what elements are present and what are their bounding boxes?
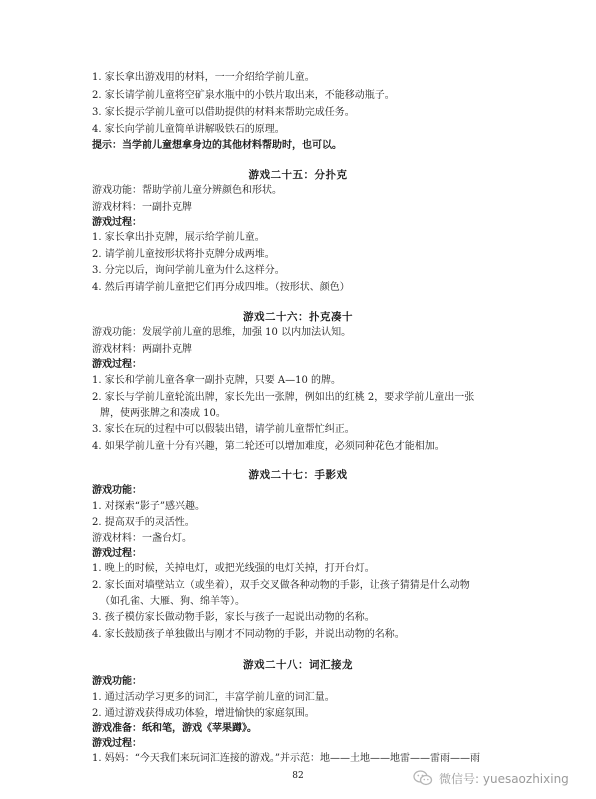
paragraph: 2. 家长面对墙壁站立（或坐着），双手交叉做各种动物的手影，让孩子猜猜是什么动物 — [92, 580, 470, 591]
tip-paragraph: 提示：当学前儿童想拿身边的其他材料帮助时，也可以。 — [92, 140, 342, 151]
page-number: 82 — [292, 771, 304, 781]
paragraph: 游戏过程： — [92, 217, 142, 228]
paragraph: 2. 通过游戏获得成功体验，增进愉快的家庭氛围。 — [92, 708, 315, 719]
paragraph: 游戏过程： — [92, 359, 142, 370]
section-title: 游戏二十六：扑克凑十 — [243, 311, 353, 323]
paragraph: 1. 晚上的时候，关掉电灯，或把光线强的电灯关掉，打开台灯。 — [92, 563, 375, 574]
paragraph: 3. 孩子模仿家长做动物手影，家长与孩子一起说出动物的名称。 — [92, 612, 375, 623]
paragraph: 4. 如果学前儿童十分有兴趣，第二轮还可以增加难度，必须同种花色才能相加。 — [92, 441, 445, 452]
paragraph: 游戏功能： — [92, 485, 142, 496]
paragraph: 游戏准备：纸和笔，游戏《苹果蹲》。 — [92, 723, 257, 734]
section-title: 游戏二十八：词汇接龙 — [243, 659, 353, 671]
watermark-text: 微信号: yuesaozhixing — [439, 771, 569, 786]
paragraph: 3. 家长在玩的过程中可以假装出错，请学前儿童帮忙纠正。 — [92, 424, 355, 435]
paragraph: 4. 然后再请学前儿童把它们再分成四堆。（按形状、颜色） — [92, 282, 350, 293]
paragraph: 2. 请学前儿童按形状将扑克牌分成两堆。 — [92, 249, 275, 260]
paragraph: 1. 通过活动学习更多的词汇，丰富学前儿童的词汇量。 — [92, 692, 335, 703]
paragraph: 游戏功能：发展学前儿童的思维，加强 10 以内加法认知。 — [92, 327, 352, 338]
paragraph: 1. 家长和学前儿童各拿一副扑克牌，只要 A—10 的牌。 — [92, 375, 342, 386]
paragraph: 游戏材料：两副扑克牌 — [92, 344, 192, 355]
paragraph: 游戏过程： — [92, 548, 142, 559]
paragraph: 游戏功能：帮助学前儿童分辨颜色和形状。 — [92, 185, 282, 196]
paragraph: 2. 提高双手的灵活性。 — [92, 517, 195, 528]
paragraph: 4. 家长向学前儿童简单讲解吸铁石的原理。 — [92, 124, 285, 135]
paragraph: 1. 家长拿出扑克牌，展示给学前儿童。 — [92, 232, 265, 243]
paragraph: 游戏材料：一副扑克牌 — [92, 202, 192, 213]
paragraph: 4. 家长鼓励孩子单独做出与刚才不同动物的手影，并说出动物的名称。 — [92, 629, 405, 640]
paragraph: 1. 家长拿出游戏用的材料，一一介绍给学前儿童。 — [92, 72, 315, 83]
paragraph: 3. 分完以后，询问学前儿童为什么这样分。 — [92, 265, 285, 276]
paragraph: 1. 妈妈：“今天我们来玩词汇连接的游戏。”并示范：地——土地——地雷——雷雨——雨 — [92, 753, 480, 764]
wechat-watermark — [413, 766, 589, 790]
paragraph: 游戏功能： — [92, 676, 142, 687]
section-title: 游戏二十七：手影戏 — [248, 469, 348, 481]
paragraph: 2. 家长请学前儿童将空矿泉水瓶中的小铁片取出来，不能移动瓶子。 — [92, 90, 395, 101]
paragraph: 1. 对探索“影子”感兴趣。 — [92, 501, 205, 512]
paragraph: 游戏过程： — [92, 738, 142, 749]
section-title: 游戏二十五：分扑克 — [248, 169, 348, 181]
paragraph: 游戏材料：一盏台灯。 — [92, 533, 192, 544]
paragraph: 牌，使两张牌之和凑成 10。 — [100, 408, 226, 419]
paragraph: 3. 家长提示学前儿童可以借助提供的材料来帮助完成任务。 — [92, 107, 355, 118]
paragraph: 2. 家长与学前儿童轮流出牌，家长先出一张牌，例如出的红桃 2，要求学前儿童出一张 — [92, 392, 475, 403]
wechat-icon — [413, 770, 433, 786]
paragraph: （如孔雀、大雁、狗、绵羊等）。 — [100, 596, 245, 607]
